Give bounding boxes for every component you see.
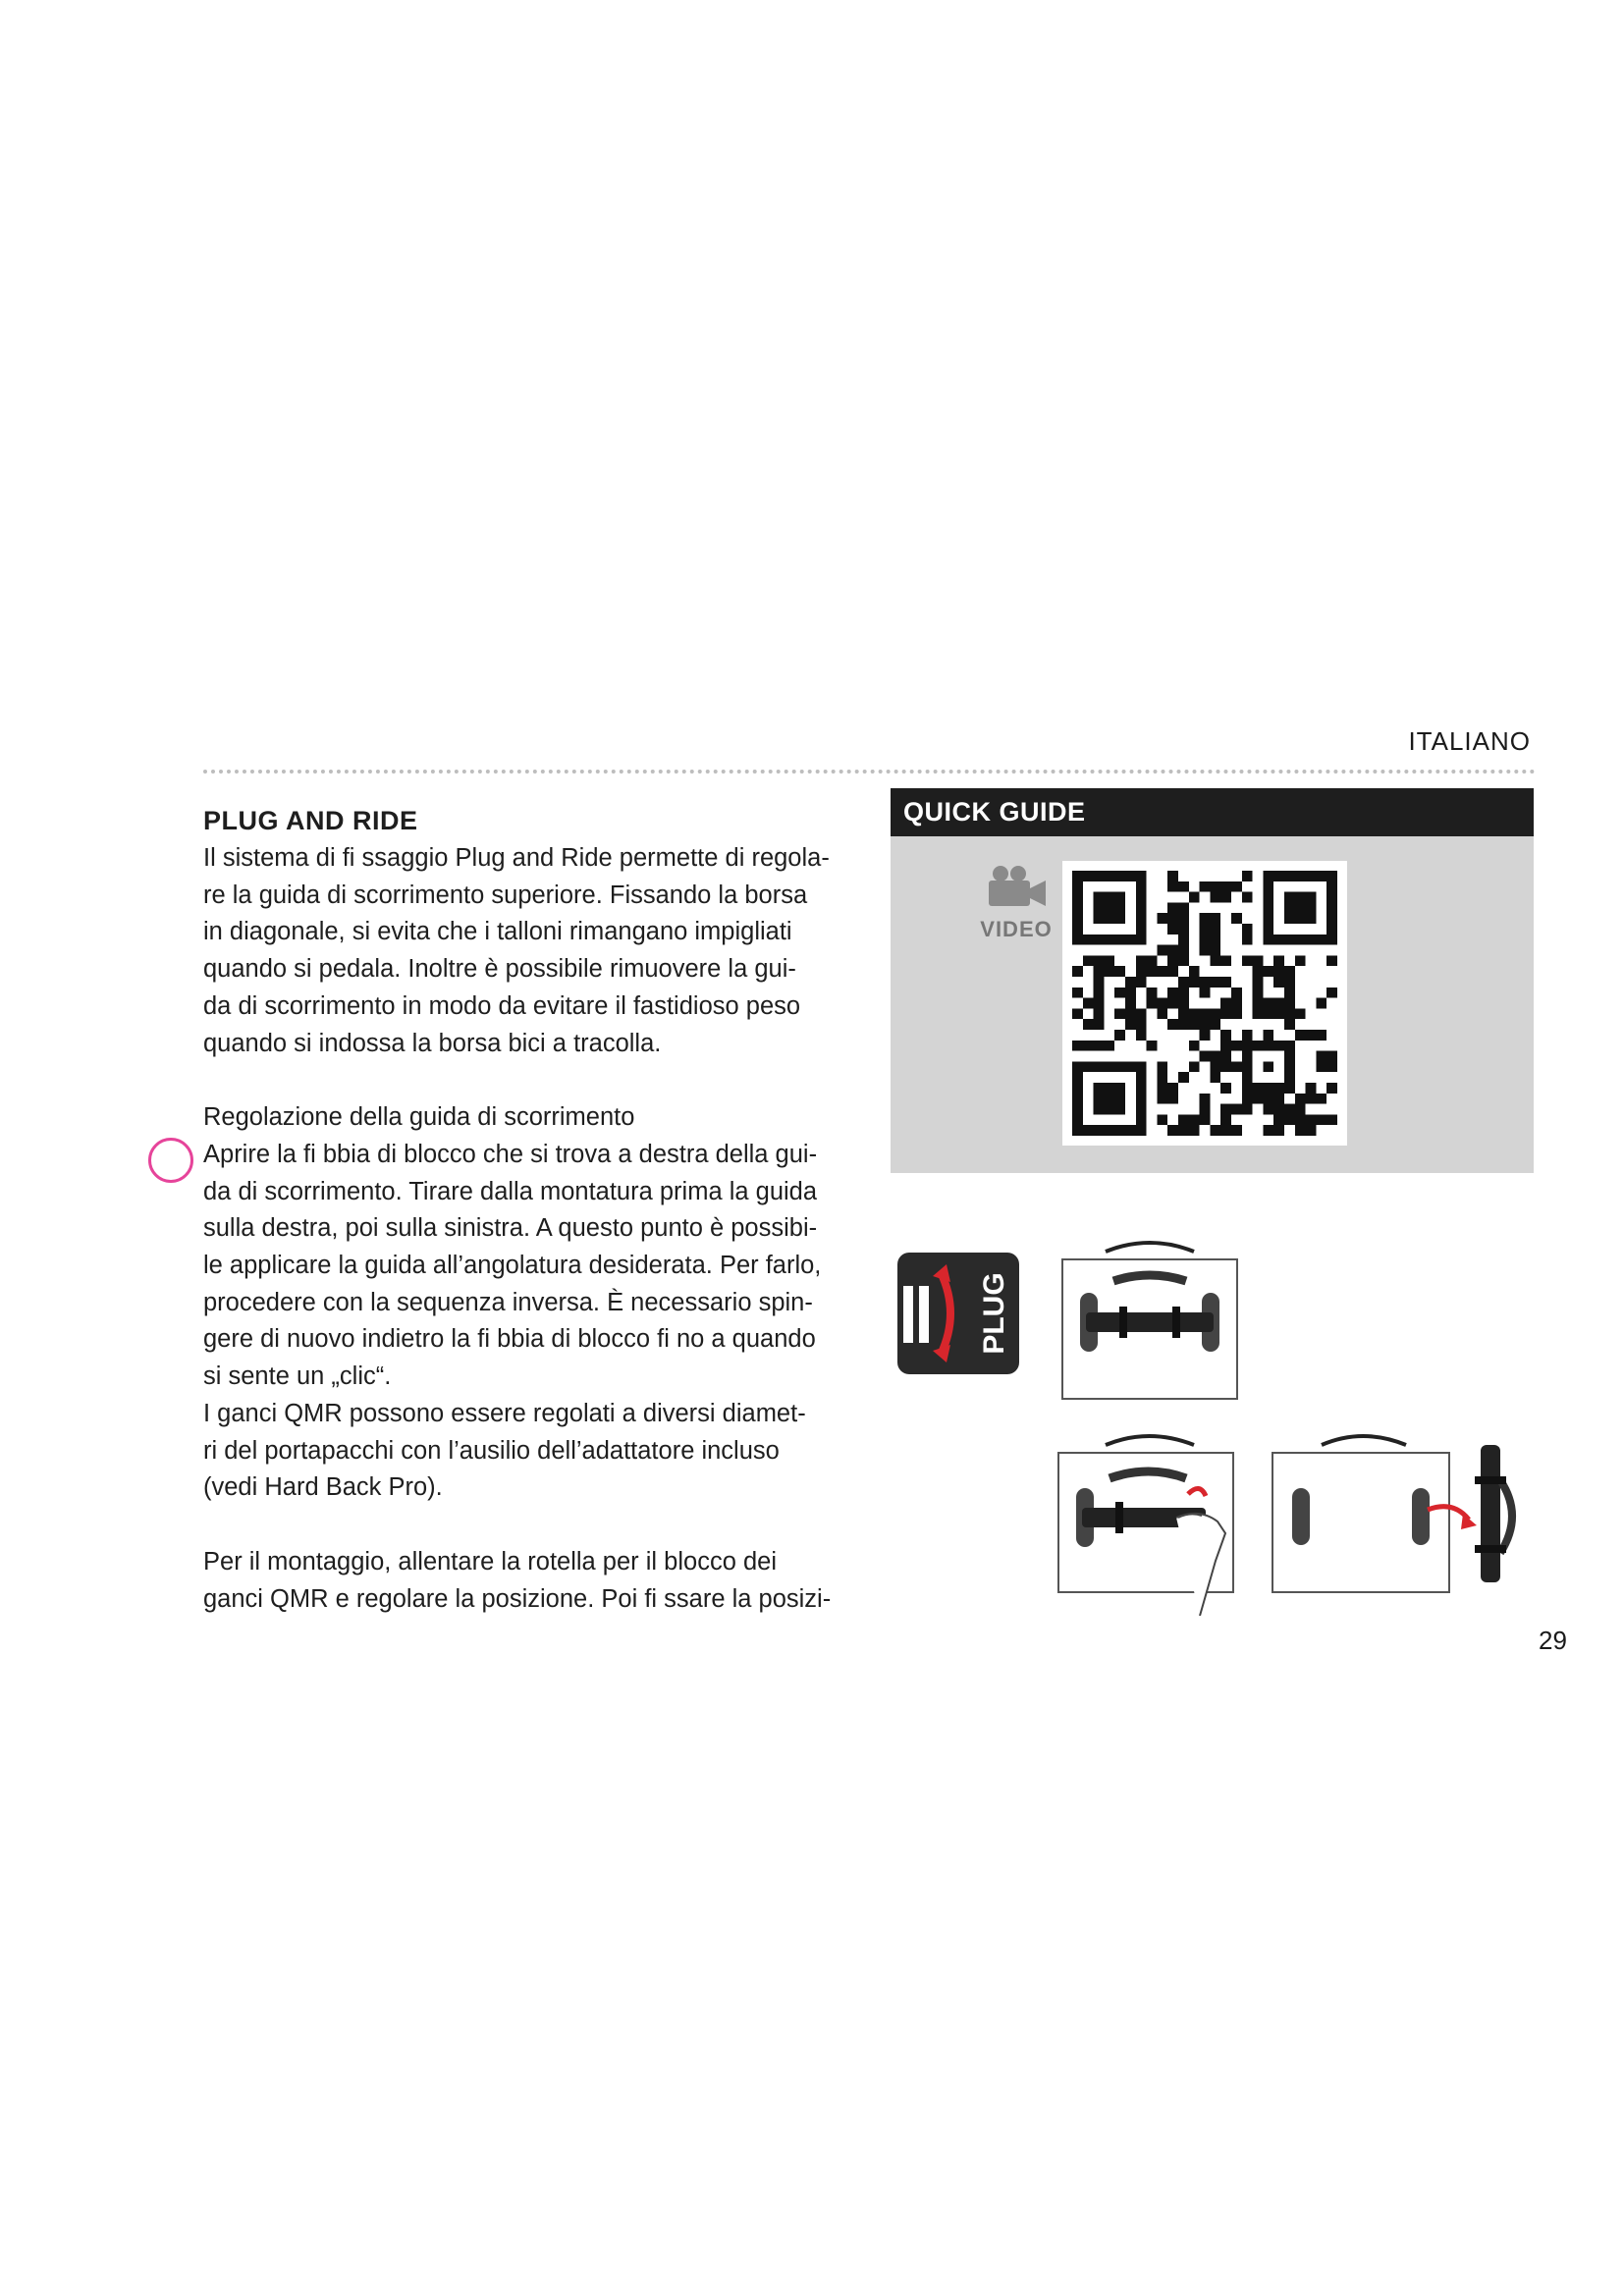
mounting-paragraph <box>203 1544 832 1618</box>
adjust-paragraph <box>203 1137 832 1507</box>
text-line: Per il montaggio, allentare la rotella per il blocco dei <box>203 1547 777 1575</box>
plug-badge-label: PLUG <box>977 1272 1010 1355</box>
annotation-circle-icon <box>148 1138 193 1183</box>
text-line: si sente un „clic“. <box>203 1362 392 1391</box>
text-line: sulla destra, poi sulla sinistra. A questo punto è possibi- <box>203 1214 818 1243</box>
page-number: 29 <box>1539 1626 1567 1655</box>
text-line: in diagonale, si evita che i talloni rimangano impigliati <box>203 918 792 946</box>
text-line: procedere con la sequenza inversa. È necessario spin- <box>203 1288 813 1316</box>
text-line: gere di nuovo indietro la fi bbia di blocco fi no a quando <box>203 1325 816 1354</box>
text-line: da di scorrimento. Tirare dalla montatura prima la guida <box>203 1177 818 1205</box>
video-link[interactable] <box>977 865 1056 942</box>
text-line: quando si pedala. Inoltre è possibile rimuovere la gui- <box>203 955 796 984</box>
video-camera-icon <box>985 865 1048 908</box>
quick-guide-title: QUICK GUIDE <box>891 788 1534 836</box>
plug-badge <box>897 1253 1019 1374</box>
qr-code[interactable] <box>1062 861 1347 1146</box>
main-text-column <box>203 803 832 1618</box>
bag-rail-illustration <box>1056 1230 1243 1407</box>
text-line: re la guida di scorrimento superiore. Fissando la borsa <box>203 881 808 909</box>
text-line: ganci QMR e regolare la posizione. Poi fi ssare la posizi- <box>203 1584 832 1613</box>
text-line: le applicare la guida all’angolatura desiderata. Per farlo, <box>203 1252 822 1280</box>
text-line: Aprire la fi bbia di blocco che si trova a destra della gui- <box>203 1140 818 1168</box>
quick-guide-panel <box>891 788 1534 1173</box>
text-line: da di scorrimento in modo da evitare il fastidioso peso <box>203 991 801 1020</box>
video-label: VIDEO <box>980 917 1053 941</box>
section-title: PLUG AND RIDE <box>203 806 418 835</box>
intro-paragraph <box>203 840 832 1062</box>
text-line: quando si indossa la borsa bici a tracolla. <box>203 1029 662 1057</box>
text-line: Il sistema di fi ssaggio Plug and Ride permette di regola- <box>203 844 830 872</box>
dotted-divider <box>203 770 1536 774</box>
text-line: (vedi Hard Back Pro). <box>203 1473 443 1502</box>
text-line: I ganci QMR possono essere regolati a diversi diamet- <box>203 1399 806 1427</box>
language-label: ITALIANO <box>1408 726 1531 756</box>
rail-remove-illustration <box>1267 1421 1542 1604</box>
text-line: ri del portapacchi con l’ausilio dell’adattatore incluso <box>203 1436 780 1465</box>
qr-code-image <box>1072 871 1337 1136</box>
subheading: Regolazione della guida di scorrimento <box>203 1103 635 1132</box>
buckle-open-illustration <box>1053 1423 1249 1616</box>
